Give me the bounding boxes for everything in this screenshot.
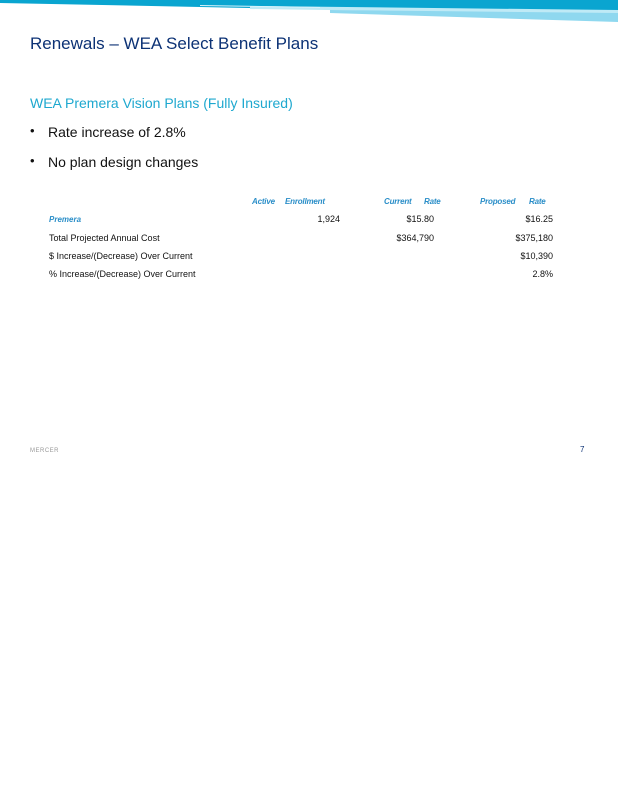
bullet-icon: • — [30, 153, 35, 168]
table-row — [0, 251, 618, 269]
bullet-list — [30, 122, 198, 182]
row-label: % Increase/(Decrease) Over Current — [49, 269, 196, 279]
bullet-text: Rate increase of 2.8% — [48, 124, 186, 140]
bullet-item — [30, 152, 198, 182]
table-row — [0, 233, 618, 251]
bullet-item — [30, 122, 198, 152]
row-label: $ Increase/(Decrease) Over Current — [49, 251, 193, 261]
header-banner — [0, 0, 618, 26]
bullet-icon: • — [30, 123, 35, 138]
enrollment-value: 1,924 — [317, 214, 340, 224]
proposed-cost-value: $375,180 — [515, 233, 553, 243]
bullet-text: No plan design changes — [48, 154, 199, 170]
current-rate-value: $15.80 — [406, 214, 434, 224]
header-proposed: Proposed — [480, 197, 516, 206]
header-proposed-rate: Rate — [529, 197, 546, 206]
row-label: Premera — [49, 215, 82, 224]
dollar-increase-value: $10,390 — [520, 251, 553, 261]
table-row — [0, 269, 618, 287]
current-cost-value: $364,790 — [396, 233, 434, 243]
row-label: Total Projected Annual Cost — [49, 233, 160, 243]
header-enrollment: Enrollment — [285, 197, 325, 206]
header-active: Active — [252, 197, 275, 206]
page-title: Renewals – WEA Select Benefit Plans — [30, 34, 319, 53]
page-number: 7 — [580, 445, 585, 454]
proposed-rate-value: $16.25 — [525, 214, 553, 224]
header-current: Current — [384, 197, 412, 206]
header-current-rate: Rate — [424, 197, 441, 206]
section-subtitle: WEA Premera Vision Plans (Fully Insured) — [30, 95, 293, 111]
mercer-logo: MERCER — [30, 448, 60, 454]
percent-increase-value: 2.8% — [532, 269, 553, 279]
table-row — [0, 214, 618, 232]
